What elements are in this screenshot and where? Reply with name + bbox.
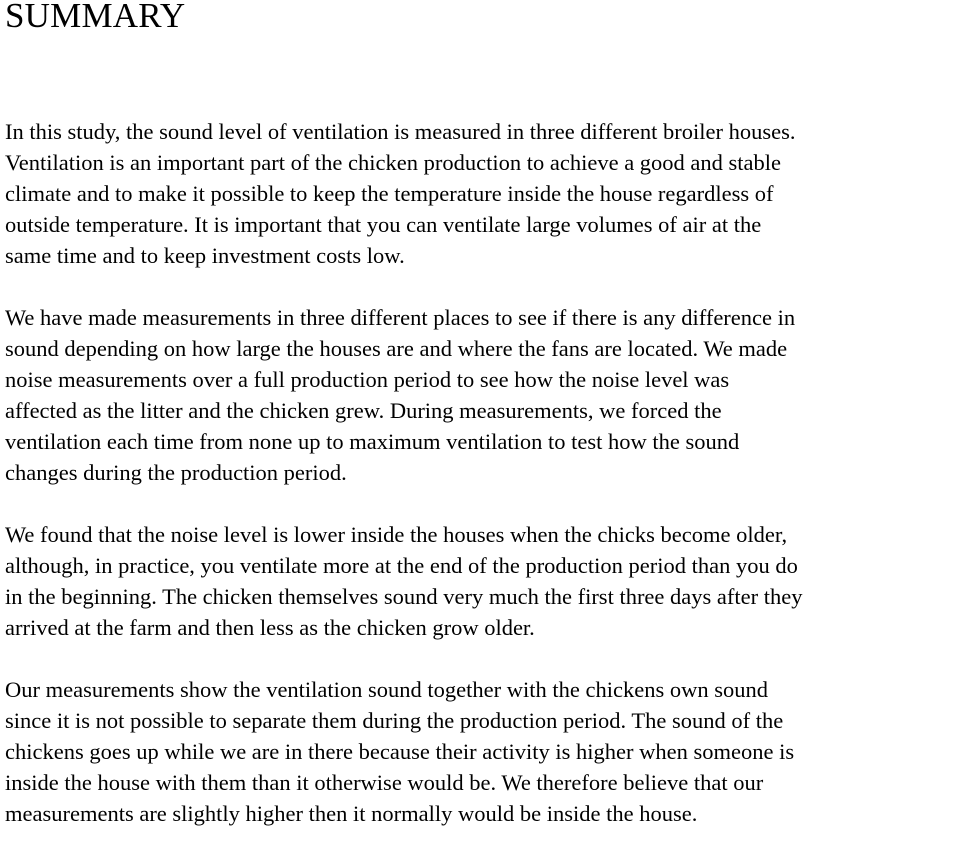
text-line: inside the house with them than it otherwise would be. We therefore believe that our	[5, 770, 764, 795]
text-line: measurements are slightly higher then it normally would be inside the house.	[5, 801, 698, 826]
text-line: although, in practice, you ventilate more at the end of the production period than you do	[5, 553, 798, 578]
text-line: In this study, the sound level of ventilation is measured in three different broiler houses.	[5, 119, 796, 144]
paragraph-2	[5, 302, 960, 488]
text-line: arrived at the farm and then less as the chicken grow older.	[5, 615, 535, 640]
text-line: since it is not possible to separate them during the production period. The sound of the	[5, 708, 784, 733]
text-line: chickens goes up while we are in there because their activity is higher when someone is	[5, 739, 795, 764]
text-line: affected as the litter and the chicken grew. During measurements, we forced the	[5, 398, 722, 423]
text-line: Ventilation is an important part of the chicken production to achieve a good and stable	[5, 150, 782, 175]
text-line: Our measurements show the ventilation sound together with the chickens own sound	[5, 677, 768, 702]
page-title: SUMMARY	[5, 0, 186, 35]
text-line: We have made measurements in three different places to see if there is any difference in	[5, 305, 796, 330]
paragraph-4	[5, 674, 960, 829]
paragraph-1	[5, 116, 960, 271]
text-line: outside temperature. It is important that you can ventilate large volumes of air at the	[5, 212, 762, 237]
text-line: ventilation each time from none up to maximum ventilation to test how the sound	[5, 429, 740, 454]
text-line: sound depending on how large the houses are and where the fans are located. We made	[5, 336, 788, 361]
text-line: We found that the noise level is lower inside the houses when the chicks become older,	[5, 522, 788, 547]
summary-body	[5, 116, 960, 860]
text-line: climate and to make it possible to keep the temperature inside the house regardless of	[5, 181, 774, 206]
text-line: changes during the production period.	[5, 460, 347, 485]
paragraph-3	[5, 519, 960, 643]
text-line: in the beginning. The chicken themselves sound very much the first three days after they	[5, 584, 803, 609]
text-line: noise measurements over a full production period to see how the noise level was	[5, 367, 730, 392]
text-line: same time and to keep investment costs low.	[5, 243, 405, 268]
